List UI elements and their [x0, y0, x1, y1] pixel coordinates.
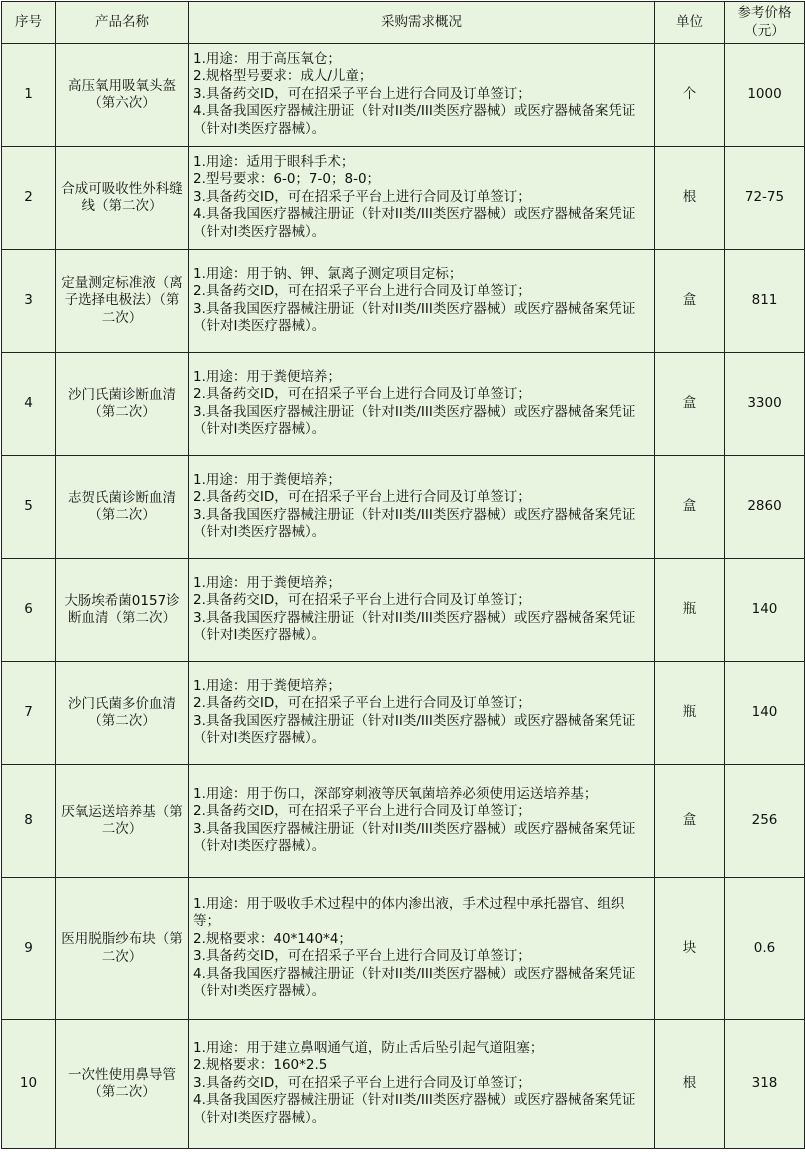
unit-cell: 盒 — [655, 765, 725, 878]
product-name: 沙门氏菌诊断血清（第二次） — [56, 353, 189, 456]
price-cell: 256 — [725, 765, 805, 878]
price-cell: 2860 — [725, 456, 805, 559]
requirement-line: 2.具备药交ID，可在招采子平台上进行合同及订单签订； — [193, 695, 531, 711]
product-name: 医用脱脂纱布块（第二次） — [56, 878, 189, 1020]
requirement-cell — [189, 353, 655, 456]
unit-cell: 根 — [655, 1020, 725, 1149]
table-row — [2, 765, 805, 878]
header-price: 参考价格（元） — [725, 2, 805, 44]
requirement-line: 3.具备我国医疗器械注册证（针对II类/III类医疗器械）或医疗器械备案凭证（针对I类医疗器械）。 — [193, 506, 636, 540]
requirement-cell — [189, 878, 655, 1020]
price-cell: 0.6 — [725, 878, 805, 1020]
unit-cell: 盒 — [655, 353, 725, 456]
requirement-line: 3.具备我国医疗器械注册证（针对II类/III类医疗器械）或医疗器械备案凭证（针对I类医疗器械）。 — [193, 403, 636, 437]
requirement-cell — [189, 147, 655, 250]
unit-cell: 根 — [655, 147, 725, 250]
table-row — [2, 250, 805, 353]
row-no: 9 — [2, 878, 56, 1020]
row-no: 8 — [2, 765, 56, 878]
price-cell: 140 — [725, 559, 805, 662]
requirement-line: 3.具备我国医疗器械注册证（针对II类/III类医疗器械）或医疗器械备案凭证（针对I类医疗器械）。 — [193, 300, 636, 334]
requirement-cell — [189, 765, 655, 878]
table-row — [2, 353, 805, 456]
price-cell: 72-75 — [725, 147, 805, 250]
requirement-line: 3.具备药交ID，可在招采子平台上进行合同及订单签订； — [193, 948, 531, 964]
requirement-cell — [189, 662, 655, 765]
requirement-line: 3.具备我国医疗器械注册证（针对II类/III类医疗器械）或医疗器械备案凭证（针对I类医疗器械）。 — [193, 609, 636, 643]
requirement-line: 2.具备药交ID，可在招采子平台上进行合同及订单签订； — [193, 489, 531, 505]
requirement-line: 3.具备药交ID，可在招采子平台上进行合同及订单签订； — [193, 188, 531, 205]
requirement-line: 2.具备药交ID，可在招采子平台上进行合同及订单签订； — [193, 283, 531, 299]
requirement-line: 2.规格要求：40*140*4； — [193, 930, 352, 947]
requirement-cell — [189, 250, 655, 353]
requirement-line: 1.用途：用于伤口，深部穿刺液等厌氧菌培养必须使用运送培养基； — [193, 785, 598, 802]
unit-cell: 瓶 — [655, 662, 725, 765]
product-name: 沙门氏菌多价血清（第二次） — [56, 662, 189, 765]
requirement-line: 3.具备药交ID，可在招采子平台上进行合同及订单签订； — [193, 1074, 531, 1091]
row-no: 6 — [2, 559, 56, 662]
price-cell: 318 — [725, 1020, 805, 1149]
unit-cell: 盒 — [655, 456, 725, 559]
requirement-cell — [189, 456, 655, 559]
table-row — [2, 1020, 805, 1149]
requirement-line: 1.用途：用于粪便培养； — [193, 677, 341, 694]
header-name: 产品名称 — [56, 2, 189, 44]
product-name: 志贺氏菌诊断血清（第二次） — [56, 456, 189, 559]
row-no: 7 — [2, 662, 56, 765]
table-row — [2, 147, 805, 250]
table-row — [2, 456, 805, 559]
requirement-line: 2.具备药交ID，可在招采子平台上进行合同及订单签订； — [193, 592, 531, 608]
row-no: 1 — [2, 44, 56, 147]
product-name: 厌氧运送培养基（第二次） — [56, 765, 189, 878]
row-no: 5 — [2, 456, 56, 559]
header-unit: 单位 — [655, 2, 725, 44]
requirement-line: 1.用途：用于粪便培养； — [193, 574, 341, 591]
requirement-line: 2.规格型号要求：成人/儿童； — [193, 68, 373, 85]
requirement-line: 1.用途：用于建立鼻咽通气道，防止舌后坠引起气道阻塞； — [193, 1039, 544, 1056]
requirement-line: 2.规格要求：160*2.5 — [193, 1057, 328, 1074]
requirement-line: 3.具备药交ID，可在招采子平台上进行合同及订单签订； — [193, 85, 531, 102]
product-name: 一次性使用鼻导管（第二次） — [56, 1020, 189, 1149]
requirement-line: 1.用途：用于钠、钾、氯离子测定项目定标； — [193, 265, 463, 282]
requirement-line: 4.具备我国医疗器械注册证（针对II类/III类医疗器械）或医疗器械备案凭证（针对I类医疗器械）。 — [193, 1092, 636, 1126]
requirement-line: 2.具备药交ID，可在招采子平台上进行合同及订单签订； — [193, 803, 531, 819]
requirement-line: 1.用途：用于粪便培养； — [193, 368, 341, 385]
requirement-line: 3.具备我国医疗器械注册证（针对II类/III类医疗器械）或医疗器械备案凭证（针对I类医疗器械）。 — [193, 820, 636, 854]
price-cell: 140 — [725, 662, 805, 765]
header-requirement: 采购需求概况 — [189, 2, 655, 44]
requirement-line: 1.用途：用于高压氧仓； — [193, 50, 341, 67]
procurement-table — [1, 1, 805, 1149]
requirement-line: 3.具备我国医疗器械注册证（针对II类/III类医疗器械）或医疗器械备案凭证（针对I类医疗器械）。 — [193, 712, 636, 746]
table-row — [2, 44, 805, 147]
header-no: 序号 — [2, 2, 56, 44]
product-name: 高压氧用吸氧头盔（第六次） — [56, 44, 189, 147]
requirement-line: 2.具备药交ID，可在招采子平台上进行合同及订单签订； — [193, 386, 531, 402]
product-name: 合成可吸收性外科缝线（第二次） — [56, 147, 189, 250]
table-row — [2, 559, 805, 662]
row-no: 4 — [2, 353, 56, 456]
price-cell: 811 — [725, 250, 805, 353]
product-name: 大肠埃希菌0157诊断血清（第二次） — [56, 559, 189, 662]
requirement-line: 4.具备我国医疗器械注册证（针对II类/III类医疗器械）或医疗器械备案凭证（针对I类医疗器械）。 — [193, 965, 636, 999]
unit-cell: 块 — [655, 878, 725, 1020]
requirement-line: 1.用途：用于粪便培养； — [193, 471, 341, 488]
requirement-line: 4.具备我国医疗器械注册证（针对II类/III类医疗器械）或医疗器械备案凭证（针对I类医疗器械）。 — [193, 103, 636, 137]
requirement-cell — [189, 559, 655, 662]
price-cell: 3300 — [725, 353, 805, 456]
unit-cell: 瓶 — [655, 559, 725, 662]
row-no: 2 — [2, 147, 56, 250]
table-row — [2, 878, 805, 1020]
requirement-cell — [189, 1020, 655, 1149]
requirement-cell — [189, 44, 655, 147]
table-header-row — [2, 2, 805, 44]
price-cell: 1000 — [725, 44, 805, 147]
requirement-line: 2.型号要求：6-0；7-0；8-0； — [193, 171, 381, 188]
unit-cell: 盒 — [655, 250, 725, 353]
table-row — [2, 662, 805, 765]
requirement-line: 4.具备我国医疗器械注册证（针对II类/III类医疗器械）或医疗器械备案凭证（针对I类医疗器械）。 — [193, 206, 636, 240]
row-no: 3 — [2, 250, 56, 353]
product-name: 定量测定标准液（离子选择电极法）（第二次） — [56, 250, 189, 353]
requirement-line: 1.用途：用于吸收手术过程中的体内渗出液，手术过程中承托器官、组织等； — [193, 895, 625, 929]
requirement-line: 1.用途：适用于眼科手术； — [193, 153, 355, 170]
unit-cell: 个 — [655, 44, 725, 147]
row-no: 10 — [2, 1020, 56, 1149]
